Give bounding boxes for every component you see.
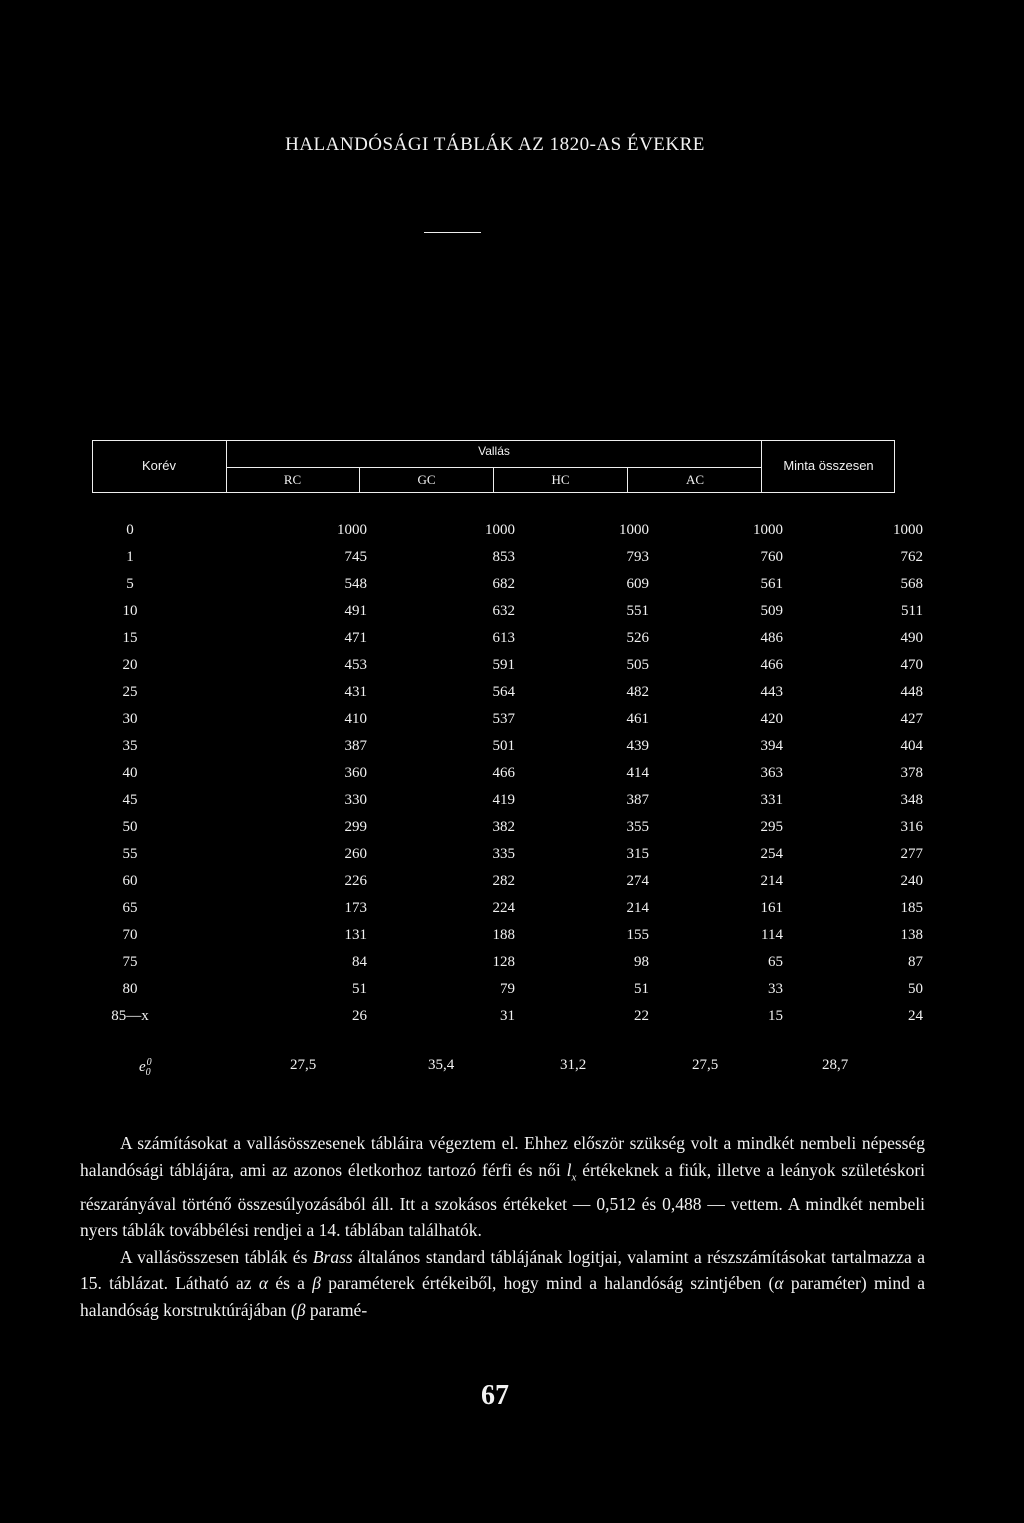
table-row [95, 544, 923, 571]
table-row [95, 868, 923, 895]
value-cell: 260 [344, 846, 367, 862]
age-cell: 65 [122, 900, 138, 916]
value-cell: 131 [344, 927, 367, 943]
value-cell: 138 [900, 927, 923, 943]
value-cell: 404 [900, 738, 923, 754]
value-cell: 509 [760, 603, 783, 619]
table-row [95, 706, 923, 733]
value-cell: 214 [760, 873, 783, 889]
table-row [95, 652, 923, 679]
age-cell: 25 [122, 684, 138, 700]
table-row [95, 976, 923, 1003]
value-cell: 1000 [893, 522, 923, 538]
e0-gc: 35,4 [428, 1057, 455, 1073]
value-cell: 548 [344, 576, 367, 592]
value-cell: 537 [492, 711, 515, 727]
value-cell: 335 [492, 846, 515, 862]
value-cell: 471 [344, 630, 367, 646]
header-ac: AC [685, 472, 705, 487]
value-cell: 760 [760, 549, 783, 565]
value-cell: 427 [900, 711, 923, 727]
value-cell: 414 [626, 765, 649, 781]
value-cell: 470 [900, 657, 923, 673]
value-cell: 490 [900, 630, 923, 646]
table-row [95, 679, 923, 706]
value-cell: 226 [344, 873, 367, 889]
value-cell: 331 [760, 792, 783, 808]
table-row [95, 733, 923, 760]
table-row [95, 787, 923, 814]
header-rc: RC [283, 472, 302, 487]
value-cell: 315 [626, 846, 649, 862]
value-cell: 1000 [337, 522, 367, 538]
value-cell: 24 [908, 1008, 923, 1024]
value-cell: 98 [634, 954, 649, 970]
running-head: HALANDÓSÁGI TÁBLÁK AZ 1820-AS ÉVEKRE [285, 134, 705, 155]
value-cell: 613 [492, 630, 515, 646]
value-cell: 609 [626, 576, 649, 592]
value-cell: 87 [908, 954, 923, 970]
value-cell: 295 [760, 819, 783, 835]
age-cell: 35 [122, 738, 138, 754]
value-cell: 551 [626, 603, 649, 619]
value-cell: 185 [900, 900, 923, 916]
table-row [95, 598, 923, 625]
value-cell: 505 [626, 657, 649, 673]
value-cell: 330 [344, 792, 367, 808]
value-cell: 1000 [485, 522, 515, 538]
value-cell: 355 [626, 819, 649, 835]
value-cell: 224 [492, 900, 515, 916]
value-cell: 461 [626, 711, 649, 727]
header-gc: GC [417, 472, 436, 487]
table-row [95, 1003, 923, 1030]
age-cell: 40 [122, 765, 138, 781]
value-cell: 22 [634, 1008, 649, 1024]
value-cell: 419 [492, 792, 515, 808]
value-cell: 410 [344, 711, 367, 727]
life-table [95, 517, 923, 1030]
table-row [95, 922, 923, 949]
value-cell: 155 [626, 927, 649, 943]
value-cell: 363 [760, 765, 783, 781]
age-cell: 60 [122, 873, 138, 889]
body-text [80, 1130, 925, 1323]
age-cell: 80 [122, 981, 138, 997]
header-age: Korév [142, 458, 176, 473]
value-cell: 316 [900, 819, 923, 835]
value-cell: 33 [768, 981, 783, 997]
value-cell: 439 [626, 738, 649, 754]
header-total: Minta összesen [783, 458, 874, 473]
value-cell: 50 [908, 981, 923, 997]
value-cell: 1000 [619, 522, 649, 538]
value-cell: 561 [760, 576, 783, 592]
value-cell: 188 [492, 927, 515, 943]
age-cell: 15 [122, 630, 138, 646]
value-cell: 360 [344, 765, 367, 781]
value-cell: 26 [352, 1008, 367, 1024]
value-cell: 378 [900, 765, 923, 781]
table-row [95, 895, 923, 922]
table-row [95, 814, 923, 841]
value-cell: 466 [492, 765, 515, 781]
value-cell: 745 [344, 549, 367, 565]
value-cell: 173 [344, 900, 367, 916]
value-cell: 387 [344, 738, 367, 754]
value-cell: 793 [626, 549, 649, 565]
value-cell: 277 [900, 846, 923, 862]
age-cell: 85—x [111, 1008, 149, 1024]
value-cell: 161 [760, 900, 783, 916]
value-cell: 526 [626, 630, 649, 646]
value-cell: 51 [634, 981, 649, 997]
value-cell: 682 [492, 576, 515, 592]
value-cell: 79 [500, 981, 515, 997]
age-cell: 50 [122, 819, 138, 835]
value-cell: 1000 [753, 522, 783, 538]
value-cell: 501 [492, 738, 515, 754]
life-expectancy-label: $e_0^0$ [139, 1057, 152, 1078]
value-cell: 282 [492, 873, 515, 889]
table-row [95, 760, 923, 787]
header-religion: Vallás [478, 444, 510, 458]
paragraph-2: A vallásösszesen táblák és Brass általános standard táblájának logitjai, valamint a részszámításokat tartalmazza a 15. táblázat. Látható az α és a β paraméterek értékeiből, hogy mind a halandóság szintjében (α paraméter) mind a halandóság korstruktúrájában (β paramé- [80, 1246, 926, 1320]
value-cell: 348 [900, 792, 923, 808]
value-cell: 491 [344, 603, 367, 619]
table-row [95, 571, 923, 598]
value-cell: 453 [344, 657, 367, 673]
value-cell: 431 [344, 684, 367, 700]
value-cell: 486 [760, 630, 783, 646]
value-cell: 448 [900, 684, 923, 700]
page-number: 67 [481, 1380, 509, 1411]
table-row [95, 625, 923, 652]
age-cell: 10 [122, 603, 138, 619]
value-cell: 762 [900, 549, 923, 565]
value-cell: 564 [492, 684, 515, 700]
age-cell: 0 [126, 522, 134, 538]
value-cell: 15 [768, 1008, 783, 1024]
header-hc: HC [551, 472, 570, 487]
value-cell: 84 [352, 954, 367, 970]
paragraph-1: A számításokat a vallásösszesenek tábláira végeztem el. Ehhez először szükség volt a mindkét nembeli népesség halandósági táblájára, ami az azonos életkorhoz tartozó férfi és női $l_x$ értékeknek a fiúk, illetve a leányok születéskori részarányával történő összesúlyozásából áll. Itt a szokásos értékeket — 0,512 és 0,488 — vettem. A mindkét nembeli nyers táblák továbbélési rendjei a 14. táblában találhatók. [80, 1133, 926, 1240]
value-cell: 568 [900, 576, 923, 592]
age-cell: 5 [126, 576, 134, 592]
value-cell: 511 [901, 603, 923, 619]
value-cell: 128 [492, 954, 515, 970]
value-cell: 299 [344, 819, 367, 835]
value-cell: 420 [760, 711, 783, 727]
value-cell: 632 [492, 603, 515, 619]
e0-total: 28,7 [822, 1057, 849, 1073]
value-cell: 214 [626, 900, 649, 916]
age-cell: 30 [122, 711, 138, 727]
value-cell: 853 [492, 549, 515, 565]
value-cell: 443 [760, 684, 783, 700]
value-cell: 65 [768, 954, 783, 970]
age-cell: 70 [122, 927, 138, 943]
value-cell: 466 [760, 657, 783, 673]
age-cell: 55 [122, 846, 138, 862]
value-cell: 482 [626, 684, 649, 700]
value-cell: 274 [626, 873, 649, 889]
value-cell: 382 [492, 819, 515, 835]
e0-rc: 27,5 [290, 1057, 317, 1073]
value-cell: 114 [761, 927, 783, 943]
age-cell: 45 [122, 792, 138, 808]
age-cell: 1 [126, 549, 134, 565]
e0-ac: 27,5 [692, 1057, 719, 1073]
e0-hc: 31,2 [560, 1057, 587, 1073]
value-cell: 387 [626, 792, 649, 808]
table-row [95, 841, 923, 868]
age-cell: 20 [122, 657, 138, 673]
value-cell: 51 [352, 981, 367, 997]
value-cell: 591 [492, 657, 515, 673]
age-cell: 75 [122, 954, 138, 970]
value-cell: 394 [760, 738, 783, 754]
table-row [95, 949, 923, 976]
value-cell: 240 [900, 873, 923, 889]
value-cell: 254 [760, 846, 783, 862]
value-cell: 31 [500, 1008, 515, 1024]
table-row [95, 517, 923, 544]
divider-rule [424, 232, 481, 233]
